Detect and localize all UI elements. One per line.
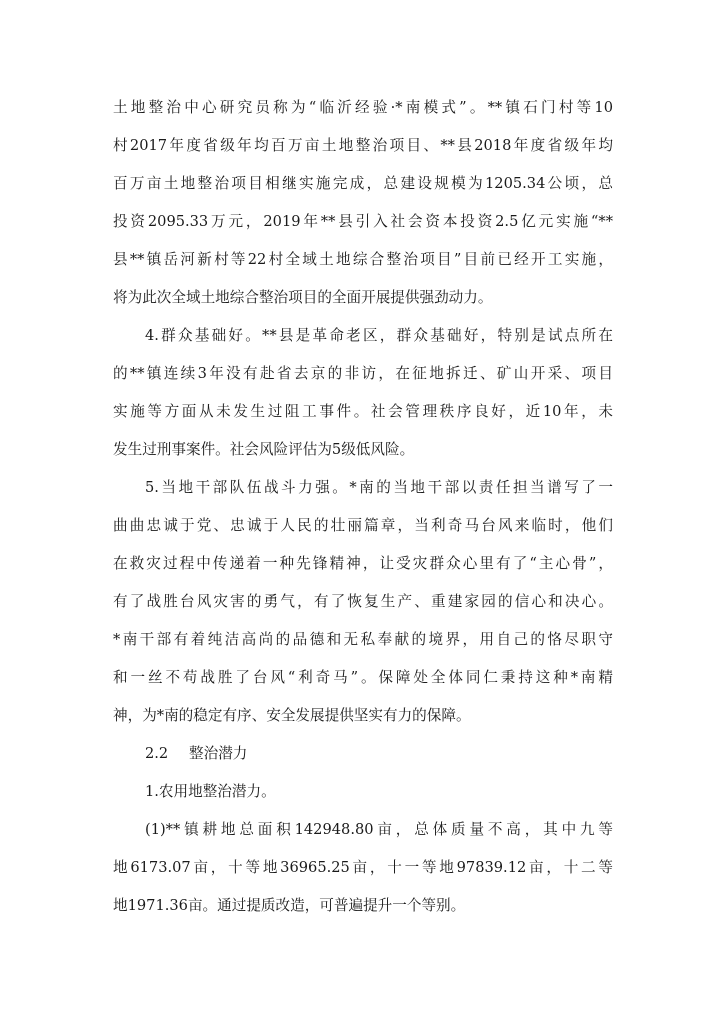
text-line: 实施等方面从未发生过阻工事件。社会管理秩序良好，近10年，未 [113,403,613,420]
section-heading [145,742,445,766]
text-line: 县**镇岳河新村等22村全域土地综合整治项目”目前已经开工实施， [113,251,613,268]
text-line: *南干部有着纯洁高尚的品德和无私奉献的境界，用自己的恪尽职守 [113,631,613,648]
text-line: 曲曲忠诚于党、忠诚于人民的壮丽篇章，当利奇马台风来临时，他们 [113,517,613,534]
text-line: 地6173.07亩，十等地36965.25亩，十一等地97839.12亩，十二等 [113,859,613,876]
text-line: 神，为*南的稳定有序、安全发展提供坚实有力的保障。 [113,707,471,724]
section-number: 2.2 [145,745,169,762]
text-line: 土地整治中心研究员称为“临沂经验·*南模式”。**镇石门村等10 [113,99,613,116]
text-line: 地1971.36亩。通过提质改造，可普遍提升一个等别。 [113,897,466,914]
subsection-heading: 1.农用地整治潜力。 [145,783,276,800]
text-line: 发生过刑事案件。社会风险评估为5级低风险。 [113,441,415,458]
paragraph-heading-line: 5.当地干部队伍战斗力强。*南的当地干部以责任担当谱写了一 [145,479,613,496]
text-line: 将为此次全域土地综合整治项目的全面开展提供强劲动力。 [113,289,493,306]
text-line: (1)**镇耕地总面积142948.80亩，总体质量不高，其中九等 [145,821,613,838]
text-line: 有了战胜台风灾害的勇气，有了恢复生产、重建家园的信心和决心。 [113,593,613,610]
text-line: 的**镇连续3年没有赴省去京的非访，在征地拆迁、矿山开采、项目 [113,365,613,382]
paragraph-heading-line: 4.群众基础好。**县是革命老区，群众基础好，特别是试点所在 [145,327,613,344]
text-line: 投资2095.33万元，2019年**县引入社会资本投资2.5亿元实施“** [113,213,613,230]
section-title: 整治潜力 [189,745,248,762]
text-line: 在救灾过程中传递着一种先锋精神，让受灾群众心里有了“主心骨”， [113,555,613,572]
text-line: 村2017年度省级年均百万亩土地整治项目、**县2018年度省级年均 [113,137,613,154]
text-line: 百万亩土地整治项目相继实施完成，总建设规模为1205.34公顷，总 [113,175,613,192]
text-line: 和一丝不苟战胜了台风“利奇马”。保障处全体同仁秉持这种*南精 [113,669,613,686]
